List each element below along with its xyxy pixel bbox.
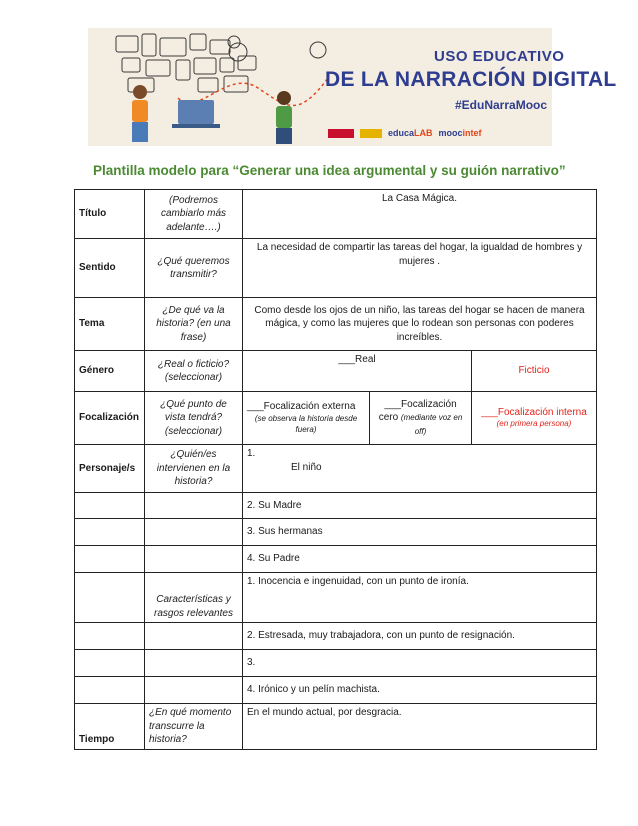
interna-sub: (en primera persona) (496, 419, 572, 429)
row-caracteristica-2 (75, 623, 597, 650)
value-caracteristica-4[interactable]: 4. Irónico y un pelín machista. (243, 677, 597, 704)
empty-cell (145, 650, 243, 677)
externa-label: ___Focalización externa (247, 401, 356, 413)
empty-cell (75, 546, 145, 573)
row-sentido (75, 239, 597, 298)
interna-label: ___Focalización interna (481, 406, 587, 418)
hint-caracteristicas: Características y rasgos relevantes (145, 573, 243, 623)
label-titulo: Título (75, 190, 145, 239)
value-caracteristica-1[interactable]: 1. Inocencia e ingenuidad, con un punto de ironía. (243, 573, 597, 623)
value-caracteristica-2[interactable]: 2. Estresada, muy trabajadora, con un punto de resignación. (243, 623, 597, 650)
educalab-logo: educaLAB (388, 128, 433, 138)
ministry-flag-icon (328, 129, 354, 138)
empty-cell (145, 546, 243, 573)
person-right-figure (276, 91, 292, 144)
banner-line1: USO EDUCATIVO (434, 48, 565, 65)
empty-cell (75, 573, 145, 623)
hint-tiempo: ¿En qué momento transcurre la historia? (145, 704, 243, 750)
empty-cell (145, 519, 243, 546)
empty-cell (145, 493, 243, 519)
row-personaje-3 (75, 519, 597, 546)
row-caracteristica-3 (75, 650, 597, 677)
cero-label: ___Focalización cero (378, 398, 457, 424)
row-titulo (75, 190, 597, 239)
banner-line2: DE LA NARRACIÓN DIGITAL (325, 68, 617, 91)
header-banner (88, 28, 617, 146)
banner-hashtag: #EduNarraMooc (455, 98, 548, 112)
row-caracteristica-4 (75, 677, 597, 704)
option-ficticio[interactable]: Ficticio (472, 351, 597, 392)
hint-personajes: ¿Quién/es intervienen en la historia? (145, 445, 243, 493)
hint-titulo: (Podremos cambiarlo más adelante….) (145, 190, 243, 239)
moocintef-logo: moocintef (438, 128, 482, 138)
value-personaje-4[interactable]: 4. Su Padre (243, 546, 597, 573)
empty-cell (75, 650, 145, 677)
laptop-figure (172, 100, 220, 128)
row-caracteristica-1 (75, 573, 597, 623)
value-tema[interactable]: Como desde los ojos de un niño, las tareas del hogar se hacen de manera mágica, y como las mujeres que lo rodean son personas con poderes increíbles. (243, 298, 597, 351)
value-sentido[interactable]: La necesidad de compartir las tareas del hogar, la igualdad de hombres y mujeres . (243, 239, 597, 298)
option-focalizacion-cero[interactable] (370, 392, 472, 445)
row-personaje-1 (75, 445, 597, 493)
ministry-seal-icon (360, 129, 382, 138)
value-personaje-3[interactable]: 3. Sus hermanas (243, 519, 597, 546)
label-tiempo: Tiempo (75, 704, 145, 750)
row-tema (75, 298, 597, 351)
hint-tema: ¿De qué va la historia? (en una frase) (145, 298, 243, 351)
label-sentido: Sentido (75, 239, 145, 298)
hint-genero: ¿Real o ficticio? (seleccionar) (145, 351, 243, 392)
personaje-1-name: El niño (291, 461, 322, 473)
row-genero (75, 351, 597, 392)
label-focalizacion: Focalización (75, 392, 145, 445)
personaje-1-number: 1. (247, 448, 256, 459)
value-caracteristica-3[interactable]: 3. (243, 650, 597, 677)
label-genero: Género (75, 351, 145, 392)
option-real[interactable]: ___Real (243, 351, 472, 392)
row-personaje-2 (75, 493, 597, 519)
option-focalizacion-interna[interactable] (472, 392, 597, 445)
option-focalizacion-externa[interactable] (243, 392, 370, 445)
externa-sub: (se observa la historia desde fuera) (254, 413, 358, 434)
row-tiempo (75, 704, 597, 750)
empty-cell (145, 623, 243, 650)
empty-cell (75, 519, 145, 546)
row-personaje-4 (75, 546, 597, 573)
banner-logos (328, 128, 482, 138)
hint-sentido: ¿Qué queremos transmitir? (145, 239, 243, 298)
hint-focalizacion: ¿Qué punto de vista tendrá? (seleccionar) (145, 392, 243, 445)
person-left-figure (132, 85, 148, 142)
value-personaje-2[interactable]: 2. Su Madre (243, 493, 597, 519)
cero-sub: (mediante voz en off) (400, 413, 463, 436)
value-titulo[interactable]: La Casa Mágica. (243, 190, 597, 239)
empty-cell (75, 677, 145, 704)
value-tiempo[interactable]: En el mundo actual, por desgracia. (243, 704, 597, 750)
template-table (74, 189, 597, 750)
document-title: Plantilla modelo para “Generar una idea argumental y su guión narrativo” (93, 163, 566, 178)
empty-cell (75, 623, 145, 650)
empty-cell (75, 493, 145, 519)
label-personajes: Personaje/s (75, 445, 145, 493)
row-focalizacion (75, 392, 597, 445)
label-tema: Tema (75, 298, 145, 351)
empty-cell (145, 677, 243, 704)
value-personaje-1[interactable] (243, 445, 597, 493)
